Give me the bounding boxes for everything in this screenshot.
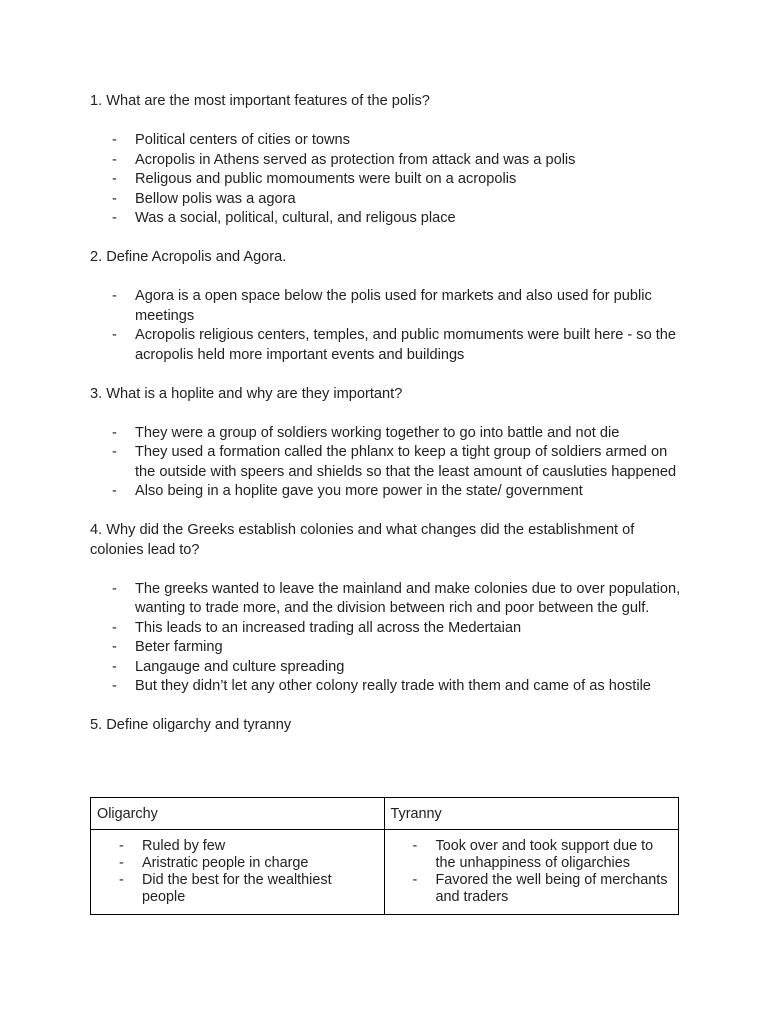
list-item: - Religous and public momouments were built on a acropolis [90, 170, 690, 190]
list-item: - This leads to an increased trading all across the Medertaian [90, 619, 690, 639]
question-5: 5. Define oligarchy and tyranny [90, 717, 292, 733]
list-item: - Favored the well being of merchants and traders [412, 872, 668, 905]
list-item: - Acropolis religious centers, temples, and public momuments were built here - so the acropolis held more important events and buildings [112, 327, 677, 363]
question-1: 1. What are the most important features of the polis? [90, 93, 430, 109]
list-item: - Also being in a hoplite gave you more power in the state/ government [90, 482, 690, 502]
bullet-dash: - [112, 619, 117, 636]
list-item: - Political centers of cities or towns [90, 131, 690, 151]
list-item: - Langauge and culture spreading [90, 658, 690, 678]
bullet-dash: - [112, 639, 117, 655]
list-item: - Ruled by few [119, 838, 226, 854]
list-item: - Bellow polis was a agora [90, 190, 690, 210]
bullet-dash: - [119, 872, 124, 888]
bullet-dash: - [112, 327, 117, 343]
list-item: - Agora is a open space below the polis used for markets and also used for public meetings [112, 288, 652, 324]
bullet-dash: - [412, 838, 418, 854]
list-item: - Took over and took support due to the unhappiness of oligarchies [412, 838, 654, 871]
bullet-dash: - [112, 444, 117, 460]
bullet-dash: - [112, 190, 117, 207]
list-item: - But they didn’t let any other colony really trade with them and came of as hostile [90, 677, 690, 697]
comparison-table [90, 797, 679, 915]
oligarchy-list [97, 838, 378, 906]
answer-list-1 [90, 131, 690, 229]
bullet-dash: - [112, 483, 117, 499]
answer-list-4 [90, 580, 690, 697]
tyranny-header: Tyranny [390, 806, 442, 822]
answer-list-2 [90, 287, 690, 365]
bullet-dash: - [112, 132, 117, 148]
list-item: - Acropolis in Athens served as protection from attack and was a polis [90, 151, 690, 171]
oligarchy-header: Oligarchy [91, 798, 385, 829]
table-row [91, 830, 678, 914]
bullet-dash: - [112, 151, 117, 168]
tyranny-list [391, 838, 673, 906]
table-header-row [91, 798, 678, 830]
list-item: - Did the best for the wealthiest people [119, 872, 332, 905]
bullet-dash: - [112, 678, 117, 694]
question-2: 2. Define Acropolis and Agora. [90, 249, 287, 265]
document-body [90, 92, 690, 736]
bullet-dash: - [112, 424, 117, 441]
bullet-dash: - [112, 171, 117, 187]
oligarchy-cell [91, 830, 385, 914]
list-item: - Was a social, political, cultural, and religous place [90, 209, 690, 229]
list-item: - They were a group of soldiers working together to go into battle and not die [90, 424, 690, 444]
bullet-dash: - [119, 855, 124, 871]
question-3: 3. What is a hoplite and why are they important? [90, 385, 403, 402]
answer-list-3 [90, 424, 690, 502]
list-item: - The greeks wanted to leave the mainland and make colonies due to over population, wanting to trade more, and the division between rich and poor between the gulf. [112, 580, 681, 616]
list-item: - They used a formation called the phlanx to keep a tight group of soldiers armed on the outside with speers and shields so that the least amount of causluties happened [112, 444, 677, 480]
bullet-dash: - [112, 580, 117, 597]
bullet-dash: - [112, 288, 117, 304]
bullet-dash: - [119, 838, 124, 854]
bullet-dash: - [112, 658, 117, 675]
list-item: - Aristratic people in charge [119, 855, 309, 871]
bullet-dash: - [412, 872, 418, 888]
question-4: 4. Why did the Greeks establish colonies and what changes did the establishment of colonies lead to? [90, 522, 635, 558]
tyranny-cell [385, 830, 679, 914]
list-item: - Beter farming [90, 638, 690, 658]
bullet-dash: - [112, 210, 117, 226]
